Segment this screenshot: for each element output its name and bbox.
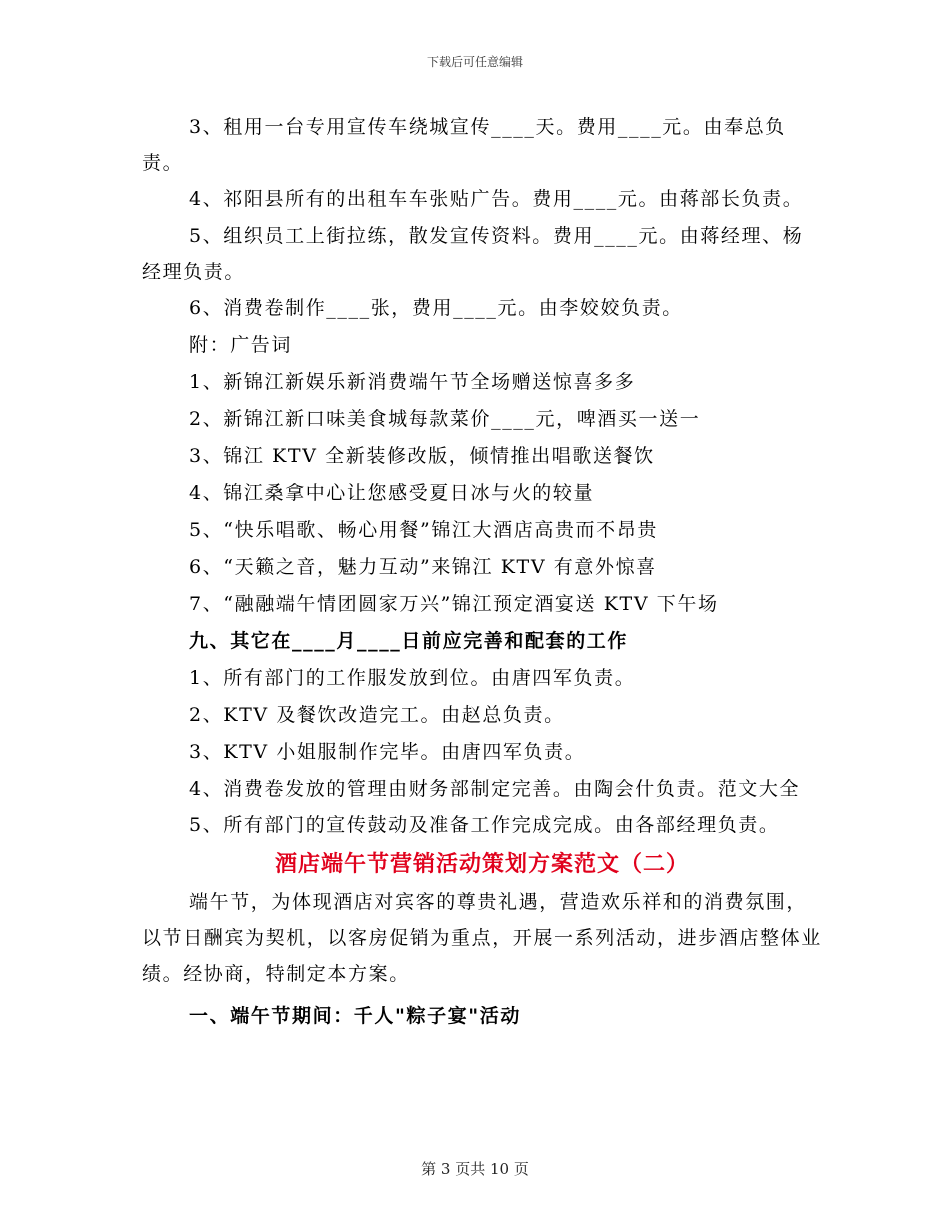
slogan-item: 2、新锦江新口味美食城每款菜价____元，啤酒买一送一 (189, 408, 701, 430)
sub-heading: 一、端午节期间：千人"粽子宴"活动 (189, 1005, 521, 1027)
paragraph: 5、组织员工上街拉练，散发宣传资料。费用____元。由蒋经理、杨经理负责。 (142, 225, 804, 283)
paragraph: 6、消费卷制作____张，费用____元。由李姣姣负责。 (189, 297, 683, 319)
page-header: 下载后可任意编辑 (426, 55, 523, 69)
task-item: 3、KTV 小姐服制作完毕。由唐四军负责。 (189, 741, 586, 763)
paragraph: 3、租用一台专用宣传车绕城宣传____天。费用____元。由奉总负责。 (142, 116, 786, 174)
slogan-item: 1、新锦江新娱乐新消费端午节全场赠送惊喜多多 (189, 371, 636, 393)
slogan-item: 6、“天籁之音，魅力互动”来锦江 KTV 有意外惊喜 (189, 556, 657, 578)
appendix-label: 附：广告词 (189, 334, 293, 356)
part-two-title: 酒店端午节营销活动策划方案范文（二） (274, 851, 689, 877)
slogan-item: 4、锦江桑拿中心让您感受夏日冰与火的较量 (189, 482, 595, 504)
section-heading: 九、其它在____月____日前应完善和配套的工作 (189, 630, 629, 652)
slogan-item: 7、“融融端午情团圆家万兴”锦江预定酒宴送 KTV 下午场 (189, 593, 719, 615)
page-footer: 第 3 页共 10 页 (421, 1160, 529, 1178)
slogan-item: 5、“快乐唱歌、畅心用餐”锦江大酒店高贵而不昂贵 (189, 519, 658, 541)
task-item: 2、KTV 及餐饮改造完工。由赵总负责。 (189, 704, 565, 726)
task-item: 4、消费卷发放的管理由财务部制定完善。由陶会什负责。范文大全 (189, 778, 801, 800)
document-body (142, 109, 822, 1035)
task-item: 1、所有部门的工作服发放到位。由唐四军负责。 (189, 667, 636, 689)
intro-paragraph: 端午节，为体现酒店对宾客的尊贵礼遇，营造欢乐祥和的消费氛围，以节日酬宾为契机，以客房促销为重点，开展一系列活动，进步酒店整体业绩。经协商，特制定本方案。 (142, 891, 822, 985)
task-item: 5、所有部门的宣传鼓动及准备工作完成完成。由各部经理负责。 (189, 814, 780, 836)
slogan-item: 3、锦江 KTV 全新装修改版，倾情推出唱歌送餐饮 (189, 445, 655, 467)
paragraph: 4、祁阳县所有的出租车车张贴广告。费用____元。由蒋部长负责。 (189, 188, 804, 210)
